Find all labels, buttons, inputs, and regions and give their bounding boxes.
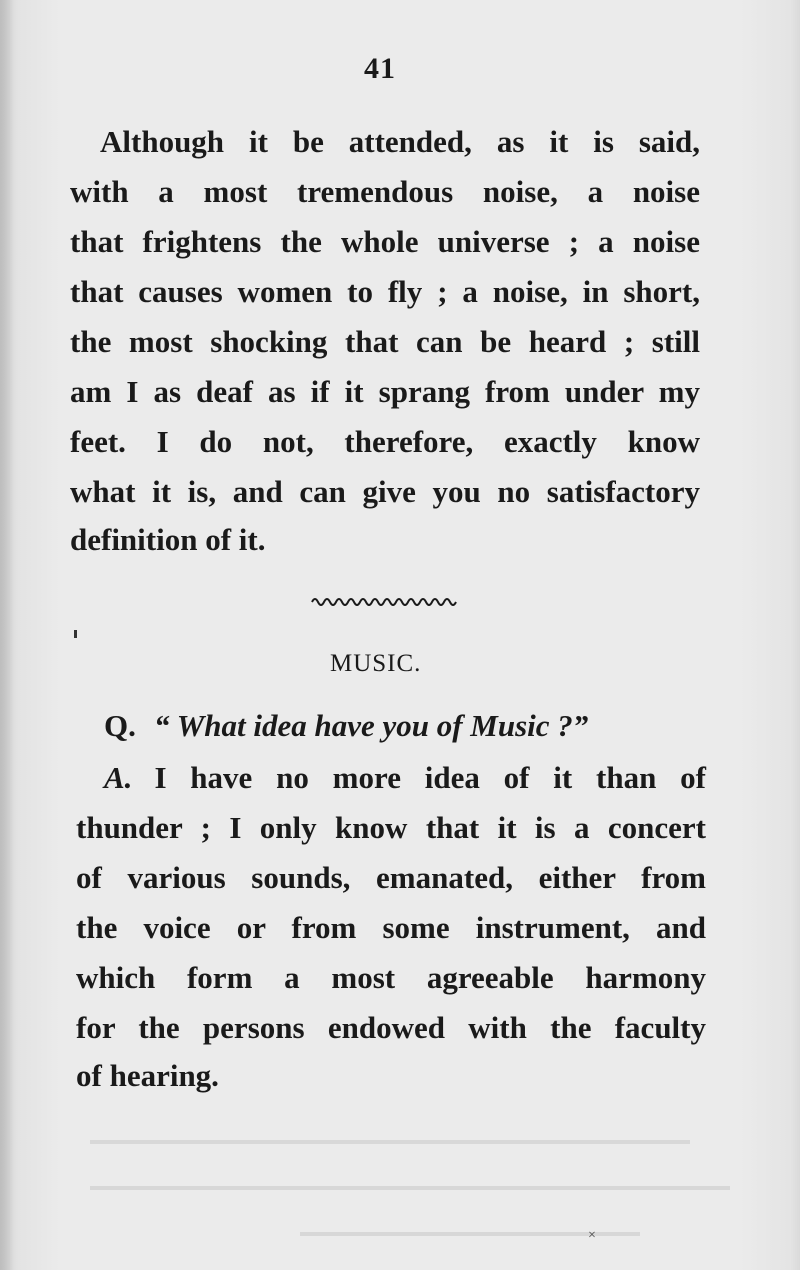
- paragraph-line: for the persons endowed with the faculty: [76, 1010, 706, 1045]
- answer-first-text: I have no more idea of it than of: [154, 760, 706, 795]
- paragraph-line: that frightens the whole universe ; a noise: [70, 224, 700, 259]
- paragraph-line: Although it be attended, as it is said,: [100, 124, 700, 159]
- paragraph-line: with a most tremendous noise, a noise: [70, 174, 700, 209]
- question-marker: Q.: [104, 708, 136, 743]
- section-heading: MUSIC.: [330, 650, 422, 677]
- paragraph-line: which form a most agreeable harmony: [76, 960, 706, 995]
- paragraph-line: that causes women to fly ; a noise, in short,: [70, 274, 700, 309]
- paragraph-line: what it is, and can give you no satisfactory: [70, 474, 700, 509]
- footer-mark: ×: [588, 1228, 596, 1243]
- stray-print-mark: [74, 630, 77, 638]
- question-text: “ What idea have you of Music ?”: [154, 708, 589, 743]
- page-number: 41: [364, 52, 396, 85]
- question-line: [104, 708, 588, 744]
- paragraph-line: the voice or from some instrument, and: [76, 910, 706, 945]
- paragraph-line: definition of it.: [70, 522, 266, 557]
- paragraph-line: am I as deaf as if it sprang from under my: [70, 374, 700, 409]
- paragraph-line: thunder ; I only know that it is a concert: [76, 810, 706, 845]
- paragraph-line: the most shocking that can be heard ; still: [70, 324, 700, 359]
- paragraph-line: of various sounds, emanated, either from: [76, 860, 706, 895]
- paragraph-line: of hearing.: [76, 1058, 219, 1093]
- answer-marker: A.: [104, 760, 133, 795]
- paragraph-line: feet. I do not, therefore, exactly know: [70, 424, 700, 459]
- binding-gutter-shadow: [0, 0, 14, 1270]
- section-divider-ornament: [310, 594, 460, 608]
- answer-first-line: [104, 760, 706, 796]
